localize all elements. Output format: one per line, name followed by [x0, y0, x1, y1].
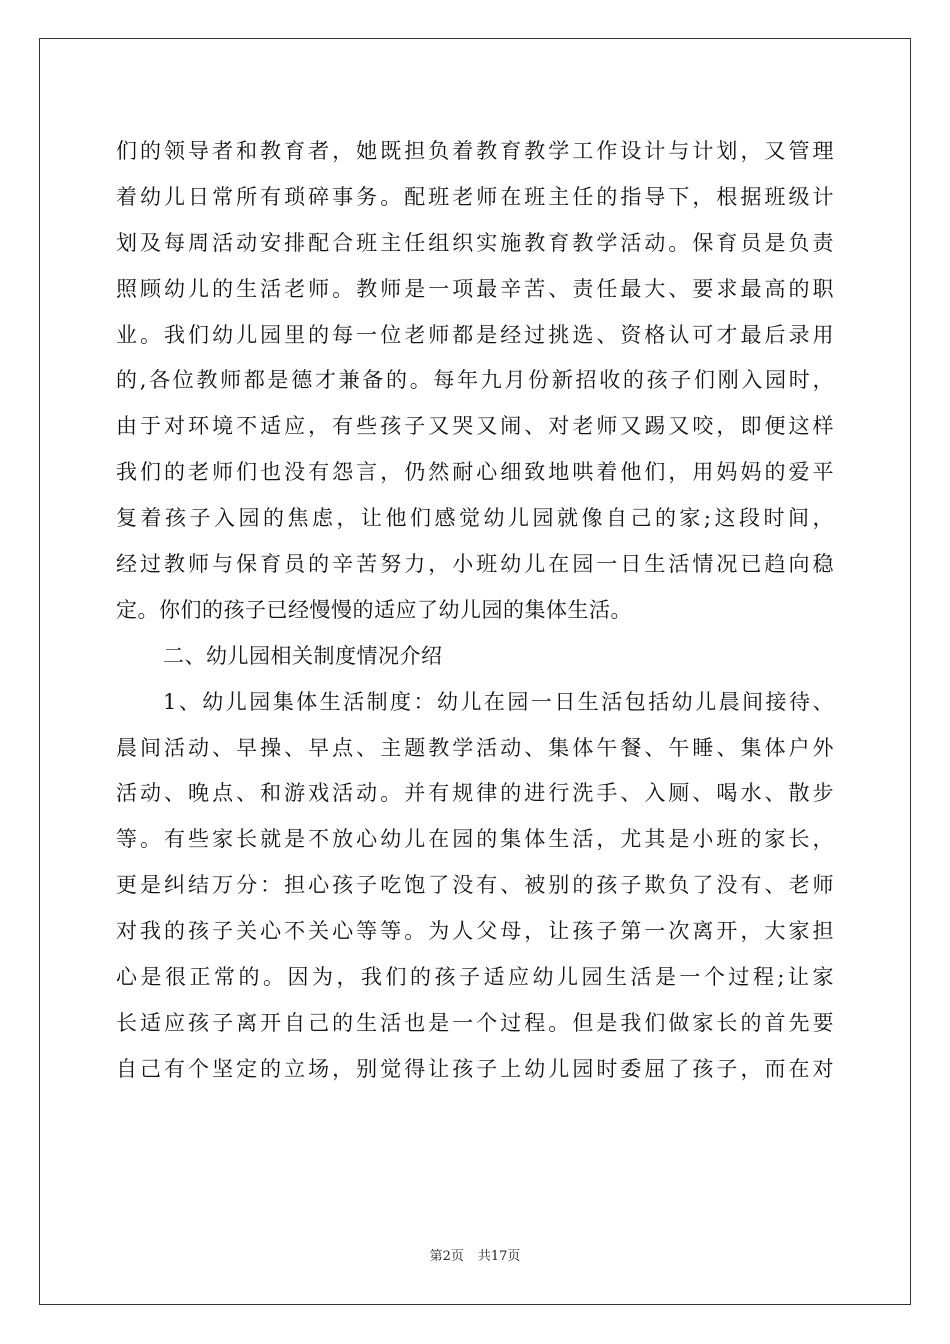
text-line: 业。我们幼儿园里的每一位老师都是经过挑选、资格认可才最后录用	[116, 322, 834, 347]
text-line: 经过教师与保育员的辛苦努力，小班幼儿在园一日生活情况已趋向稳	[116, 552, 834, 577]
page-footer	[0, 1245, 950, 1264]
text-line: 等。有些家长就是不放心幼儿在园的集体生活，尤其是小班的家长，	[116, 827, 834, 852]
text-line: 定。你们的孩子已经慢慢的适应了幼儿园的集体生活。	[116, 597, 632, 622]
text-line: 划及每周活动安排配合班主任组织实施教育教学活动。保育员是负责	[116, 230, 834, 255]
text-line: 对我的孩子关心不关心等等。为人父母，让孩子第一次离开，大家担	[116, 919, 834, 944]
text-line: 1、幼儿园集体生活制度：幼儿在园一日生活包括幼儿晨间接待、	[163, 689, 834, 714]
text-line: 由于对环境不适应，有些孩子又哭又闹、对老师又踢又咬，即便这样	[116, 414, 834, 439]
text-line: 复着孩子入园的焦虑，让他们感觉幼儿园就像自己的家;这段时间，	[116, 506, 834, 531]
text-line: 着幼儿日常所有琐碎事务。配班老师在班主任的指导下，根据班级计	[116, 184, 834, 209]
text-line: 活动、晚点、和游戏活动。并有规律的进行洗手、入厕、喝水、散步	[116, 781, 834, 806]
text-line: 心是很正常的。因为，我们的孩子适应幼儿园生活是一个过程;让家	[116, 965, 834, 990]
document-body	[116, 129, 834, 1093]
text-line: 长适应孩子离开自己的生活也是一个过程。但是我们做家长的首先要	[116, 1010, 834, 1035]
text-line: 自己有个坚定的立场，别觉得让孩子上幼儿园时委屈了孩子，而在对	[116, 1056, 834, 1081]
text-line: 的,各位教师都是德才兼备的。每年九月份新招收的孩子们刚入园时，	[116, 368, 834, 393]
text-line: 们的领导者和教育者，她既担负着教育教学工作设计与计划，又管理	[116, 139, 834, 163]
text-line: 更是纠结万分：担心孩子吃饱了没有、被别的孩子欺负了没有、老师	[116, 873, 834, 898]
section-heading: 二、幼儿园相关制度情况介绍	[163, 643, 443, 668]
page-number: 第2页	[429, 1249, 464, 1264]
page-total: 共17页	[477, 1249, 521, 1264]
text-line: 晨间活动、早操、早点、主题教学活动、集体午餐、午睡、集体户外	[116, 735, 834, 760]
text-line: 照顾幼儿的生活老师。教师是一项最辛苦、责任最大、要求最高的职	[116, 276, 834, 301]
text-line: 我们的老师们也没有怨言，仍然耐心细致地哄着他们，用妈妈的爱平	[116, 460, 834, 485]
